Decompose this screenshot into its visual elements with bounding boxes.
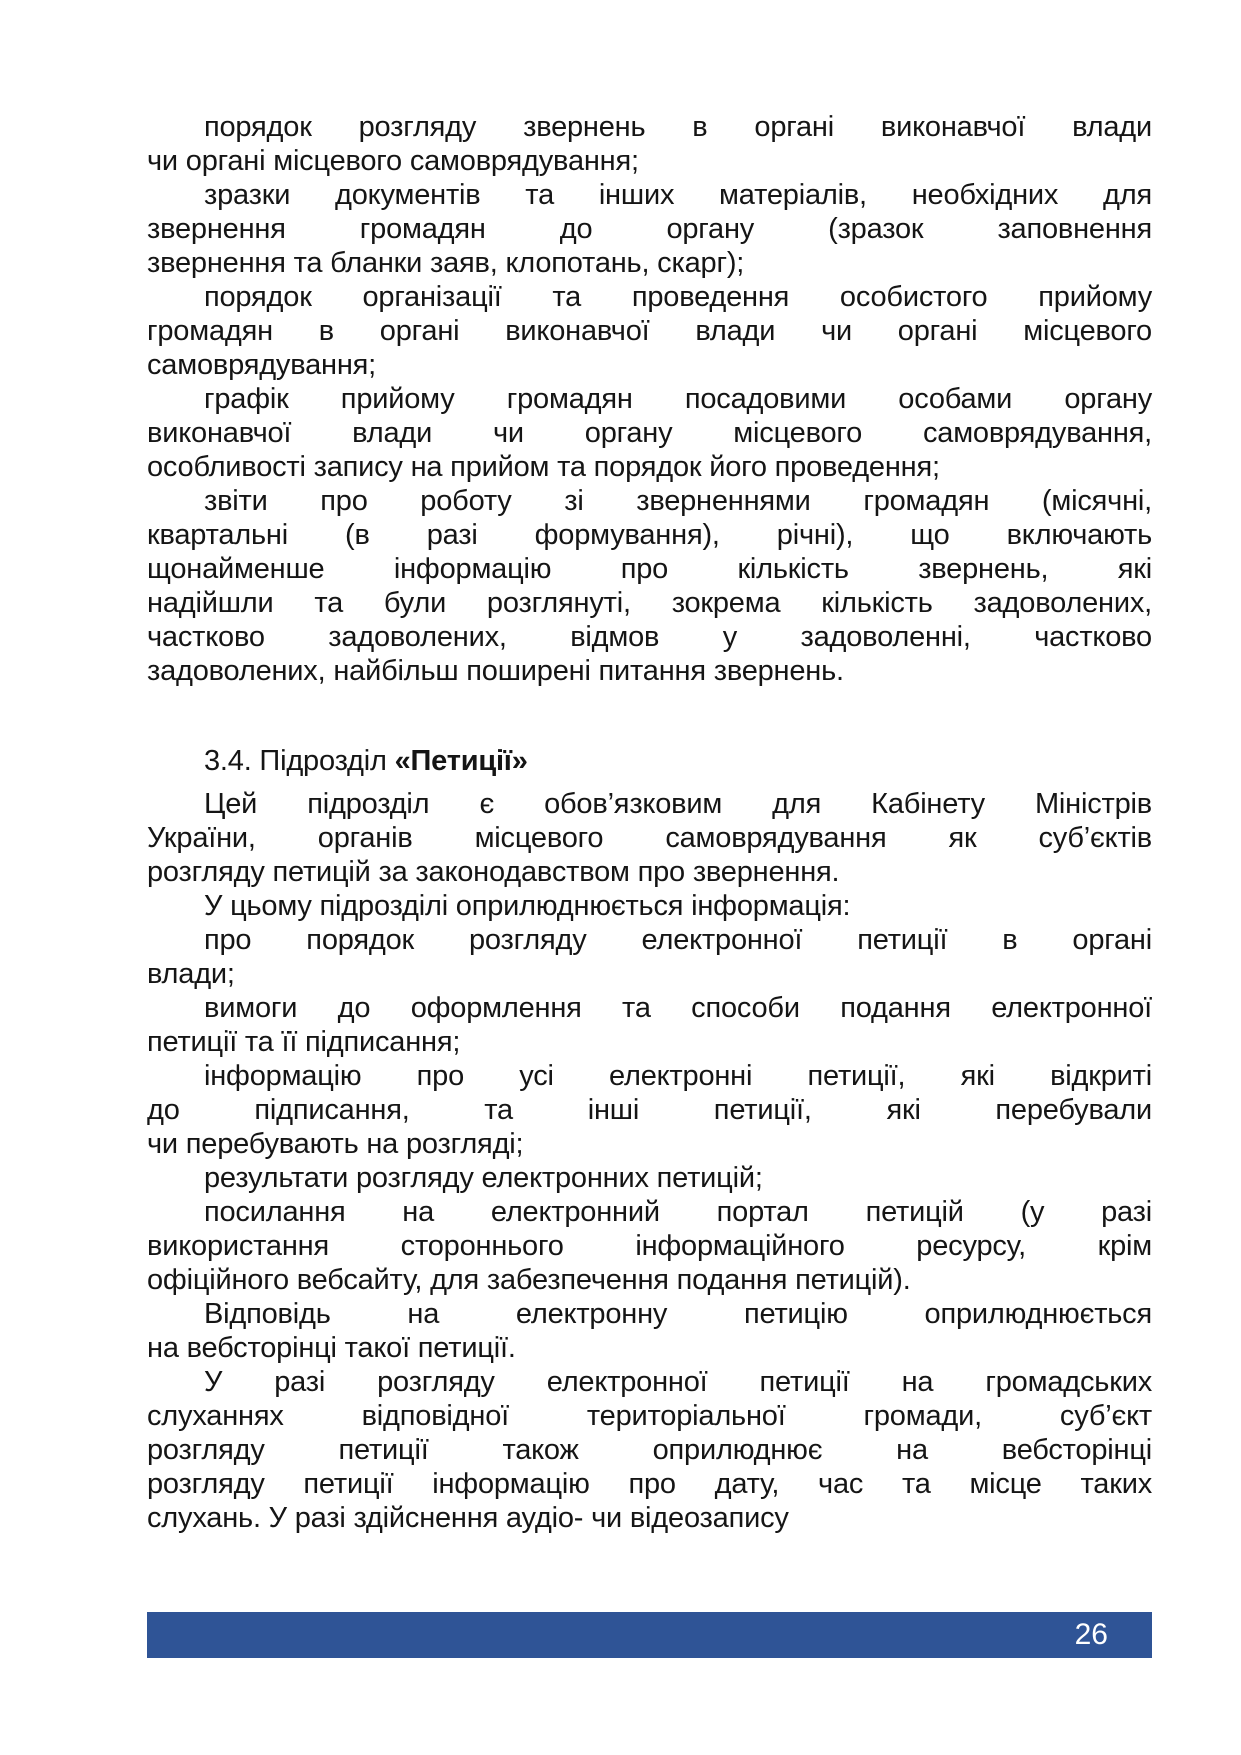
document-body [147,110,1152,1535]
text-line: надійшли та були розглянуті, зокрема кількість задоволених, [147,587,1152,619]
text-line: У разі розгляду електронної петиції на громадських [204,1366,1152,1398]
text-line: результати розгляду електронних петицій; [204,1162,763,1194]
section-heading [147,744,1152,778]
paragraph [147,178,1152,280]
text-line: розгляду петиції також оприлюднює на вебсторінці [147,1434,1152,1466]
paragraph [147,991,1152,1059]
text-line: влади; [147,958,235,990]
text-line: інформацію про усі електронні петиції, які відкриті [204,1060,1152,1092]
section-heading-number: 3.4. Підрозділ [204,745,395,777]
text-line: вимоги до оформлення та способи подання електронної [204,992,1152,1024]
text-line: звернення громадян до органу (зразок заповнення [147,213,1152,245]
paragraph [147,280,1152,382]
text-line: щонайменше інформацію про кількість звернень, які [147,553,1152,585]
paragraph [147,1161,1152,1195]
text-line: У цьому підрозділі оприлюднюється інформація: [204,890,851,922]
text-line: чи перебувають на розгляді; [147,1128,524,1160]
text-line: посилання на електронний портал петицій (у разі [204,1196,1152,1228]
paragraph [147,1059,1152,1161]
paragraph [147,889,1152,923]
text-line: України, органів місцевого самоврядування як суб’єктів [147,822,1152,854]
text-line: квартальні (в разі формування), річні), що включають [147,519,1152,551]
text-line: частково задоволених, відмов у задоволенні, частково [147,621,1152,653]
text-line: зразки документів та інших матеріалів, необхідних для [204,179,1152,211]
text-line: звіти про роботу зі зверненнями громадян (місячні, [204,485,1152,517]
footer-bar [147,1612,1152,1658]
section-heading-title: «Петиції» [394,745,528,777]
text-line: особливості запису на прийом та порядок його проведення; [147,451,940,483]
text-line: слухань. У разі здійснення аудіо- чи відеозапису [147,1502,789,1534]
text-line: офіційного вебсайту, для забезпечення подання петицій). [147,1264,911,1296]
paragraph [147,787,1152,889]
paragraph [147,923,1152,991]
text-line: розгляду петиції інформацію про дату, час та місце таких [147,1468,1152,1500]
text-line: порядок організації та проведення особистого прийому [204,281,1152,313]
text-line: задоволених, найбільш поширені питання звернень. [147,655,844,687]
text-line: Цей підрозділ є обов’язковим для Кабінету Міністрів [204,788,1152,820]
paragraph [147,484,1152,688]
paragraph [147,1195,1152,1297]
text-line: порядок розгляду звернень в органі виконавчої влади [204,111,1152,143]
text-line: Відповідь на електронну петицію оприлюднюється [204,1298,1152,1330]
paragraph [147,1365,1152,1535]
text-line: про порядок розгляду електронної петиції в органі [204,924,1152,956]
text-line: самоврядування; [147,349,377,381]
text-line: розгляду петицій за законодавством про звернення. [147,856,840,888]
text-line: використання стороннього інформаційного ресурсу, крім [147,1230,1152,1262]
text-line: чи органі місцевого самоврядування; [147,145,639,177]
paragraph [147,382,1152,484]
paragraph [147,1297,1152,1365]
text-line: звернення та бланки заяв, клопотань, скарг); [147,247,745,279]
text-line: виконавчої влади чи органу місцевого самоврядування, [147,417,1152,449]
text-line: до підписання, та інші петиції, які перебували [147,1094,1152,1126]
text-line: слуханнях відповідної територіальної громади, суб’єкт [147,1400,1152,1432]
page-number: 26 [1074,1618,1108,1651]
text-line: петиції та її підписання; [147,1026,461,1058]
text-line: громадян в органі виконавчої влади чи органі місцевого [147,315,1152,347]
paragraph [147,110,1152,178]
text-line: на вебсторінці такої петиції. [147,1332,516,1364]
text-line: графік прийому громадян посадовими особами органу [204,383,1152,415]
